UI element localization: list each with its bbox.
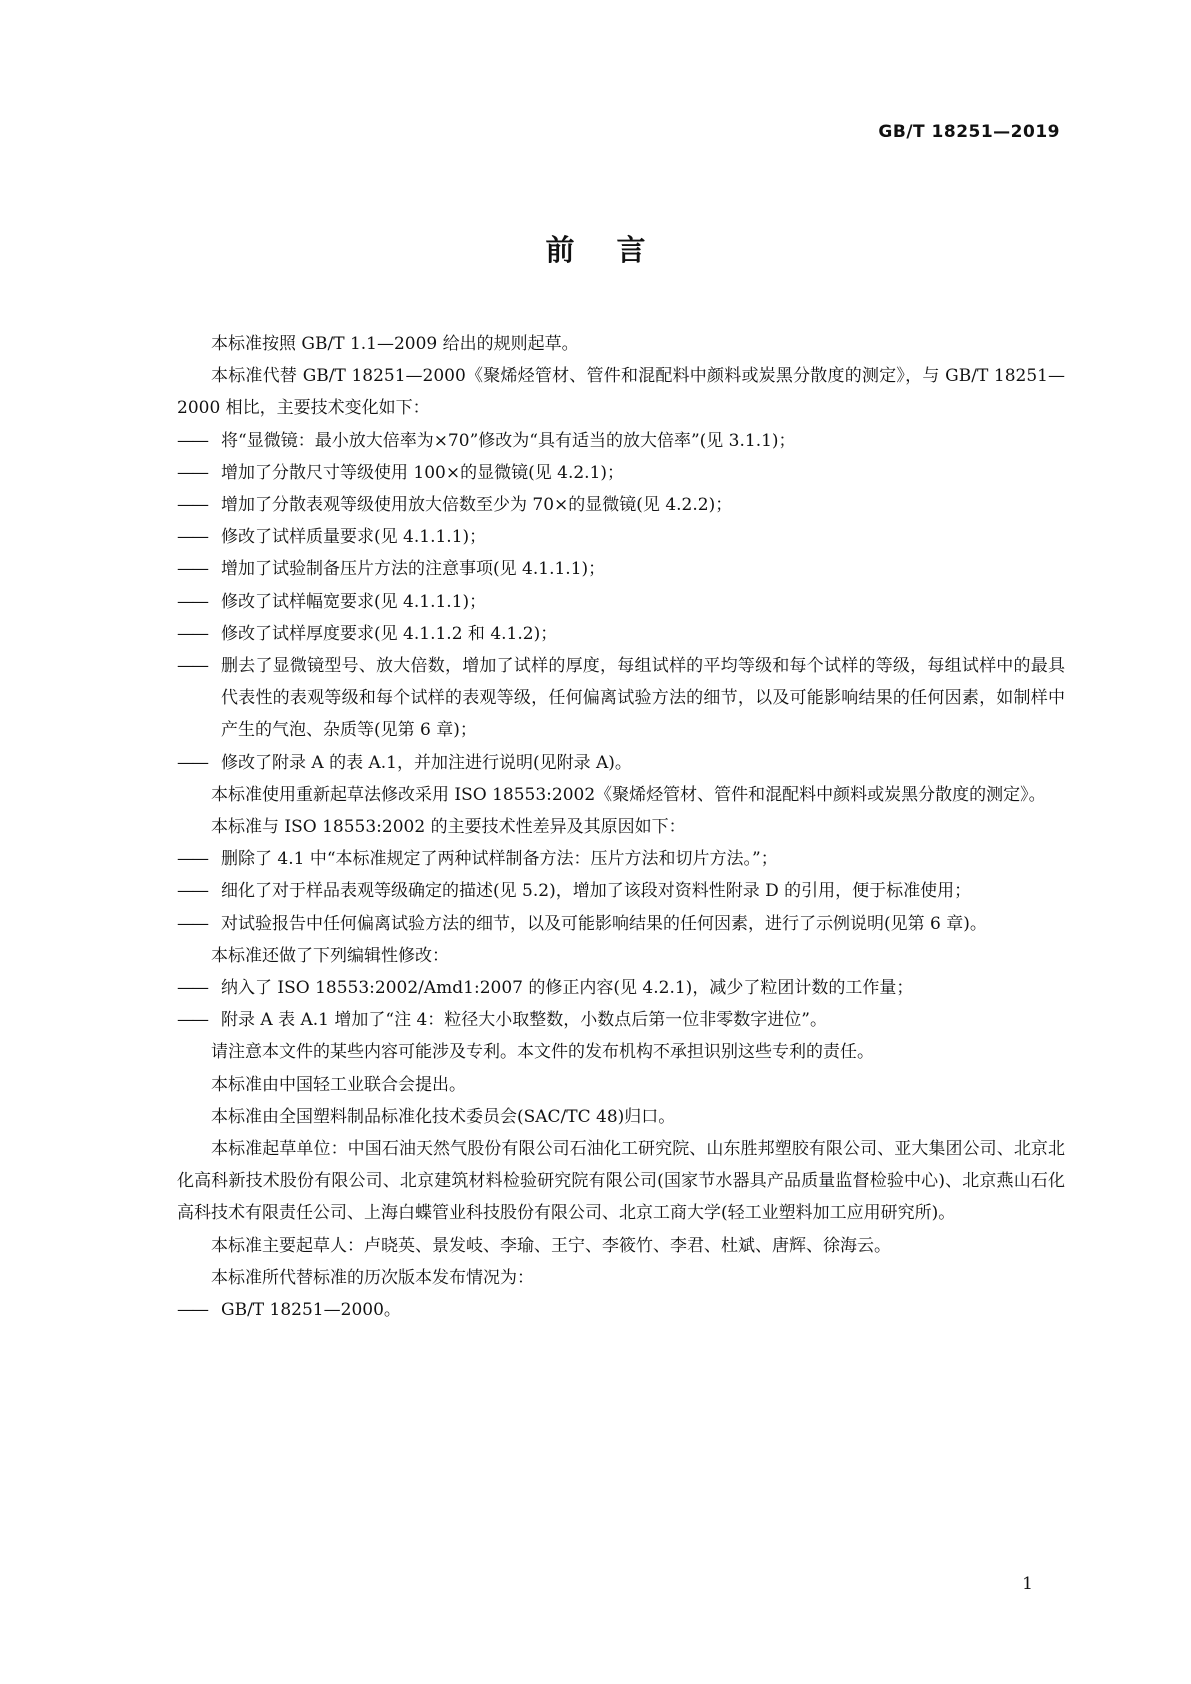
list-item-text: 将“显微镜：最小放大倍率为×70”修改为“具有适当的放大倍率”(见 3.1.1)；	[221, 430, 796, 451]
list-dash: ——	[177, 881, 207, 902]
paragraph: 请注意本文件的某些内容可能涉及专利。本文件的发布机构不承担识别这些专利的责任。	[211, 1042, 874, 1063]
paragraph: 本标准与 ISO 18553:2002 的主要技术性差异及其原因如下：	[211, 817, 686, 838]
list-dash: ——	[177, 430, 207, 451]
page-title: 前言	[545, 233, 688, 267]
list-item-text: 增加了分散表观等级使用放大倍数至少为 70×的显微镜(见 4.2.2)；	[221, 495, 733, 516]
list-item-text: 细化了对于样品表观等级确定的描述(见 5.2)，增加了该段对资料性附录 D 的引用，便于标准使用；	[221, 881, 972, 902]
list-item	[177, 650, 1065, 747]
list-dash: ——	[177, 1300, 207, 1321]
list-item	[177, 586, 1065, 618]
list-item-text: 删去了显微镜型号、放大倍数，增加了试样的厚度，每组试样的平均等级和每个试样的等级，每组试样中的最具代表性的表观等级和每个试样的表观等级，任何偏离试验方法的细节，以及可能影响结果的任何因素，如制样中产生的气泡、杂质等(见第 6 章)；	[221, 656, 1065, 741]
list-item	[177, 457, 1065, 489]
page-number: 1	[1022, 1574, 1033, 1594]
list-item	[177, 618, 1065, 650]
list-dash: ——	[177, 623, 207, 644]
list-item	[177, 1294, 1065, 1326]
list-item-text: 纳入了 ISO 18553:2002/Amd1:2007 的修正内容(见 4.2.1)，减少了粒团计数的工作量；	[221, 978, 914, 999]
list-item-text: 修改了附录 A 的表 A.1，并加注进行说明(见附录 A)。	[221, 752, 632, 773]
list-item-text: 修改了试样质量要求(见 4.1.1.1)；	[221, 527, 487, 548]
paragraph: 本标准代替 GB/T 18251—2000《聚烯烃管材、管件和混配料中颜料或炭黑分散度的测定》，与 GB/T 18251—2000 相比，主要技术变化如下：	[177, 366, 1065, 419]
list-item	[177, 875, 1065, 907]
list-dash: ——	[177, 495, 207, 516]
list-item-text: 增加了试验制备压片方法的注意事项(见 4.1.1.1)；	[221, 559, 606, 580]
list-item	[177, 521, 1065, 553]
list-item	[177, 908, 1065, 940]
standard-number: GB/T 18251—2019	[878, 122, 1060, 142]
list-dash: ——	[177, 849, 207, 870]
list-dash: ——	[177, 1010, 207, 1031]
list-item	[177, 553, 1065, 585]
list-dash: ——	[177, 978, 207, 999]
list-item-text: 修改了试样幅宽要求(见 4.1.1.1)；	[221, 591, 487, 612]
paragraph: 本标准所代替标准的历次版本发布情况为：	[211, 1267, 534, 1288]
list-dash: ——	[177, 559, 207, 580]
list-dash: ——	[177, 527, 207, 548]
list-item	[177, 489, 1065, 521]
paragraph: 本标准使用重新起草法修改采用 ISO 18553:2002《聚烯烃管材、管件和混配料中颜料或炭黑分散度的测定》。	[211, 784, 1046, 805]
list-item-text: 对试验报告中任何偏离试验方法的细节，以及可能影响结果的任何因素，进行了示例说明(见第 6 章)。	[221, 913, 987, 934]
list-dash: ——	[177, 752, 207, 773]
list-dash: ——	[177, 591, 207, 612]
paragraph: 本标准还做了下列编辑性修改：	[211, 945, 449, 966]
list-item-text: 增加了分散尺寸等级使用 100×的显微镜(见 4.2.1)；	[221, 462, 625, 483]
paragraph: 本标准由中国轻工业联合会提出。	[211, 1074, 466, 1095]
list-dash: ——	[177, 913, 207, 934]
list-item-text: 修改了试样厚度要求(见 4.1.1.2 和 4.1.2)；	[221, 623, 558, 644]
list-item	[177, 1004, 1065, 1036]
paragraph: 本标准主要起草人：卢晓英、景发岐、李瑜、王宁、李筱竹、李君、杜斌、唐辉、徐海云。	[211, 1235, 891, 1256]
list-item	[177, 843, 1065, 875]
paragraph: 本标准由全国塑料制品标准化技术委员会(SAC/TC 48)归口。	[211, 1106, 676, 1127]
paragraph: 本标准按照 GB/T 1.1—2009 给出的规则起草。	[211, 334, 579, 354]
foreword-body	[177, 328, 1065, 1326]
paragraph: 本标准起草单位：中国石油天然气股份有限公司石油化工研究院、山东胜邦塑胶有限公司、亚大集团公司、北京北化高科新技术股份有限公司、北京建筑材料检验研究院有限公司(国家节水器具产品质量监督检验中心)、北京燕山石化高科技术有限责任公司、上海白蝶管业科技股份有限公司、北京工商大学(轻工业塑料加工应用研究所)。	[177, 1139, 1065, 1224]
list-dash: ——	[177, 656, 207, 677]
list-item	[177, 747, 1065, 779]
list-item-text: GB/T 18251—2000。	[221, 1300, 401, 1321]
list-item	[177, 972, 1065, 1004]
list-item-text: 删除了 4.1 中“本标准规定了两种试样制备方法：压片方法和切片方法。”；	[221, 849, 778, 870]
list-dash: ——	[177, 462, 207, 483]
list-item-text: 附录 A 表 A.1 增加了“注 4：粒径大小取整数，小数点后第一位非零数字进位”。	[221, 1010, 827, 1031]
list-item	[177, 425, 1065, 457]
